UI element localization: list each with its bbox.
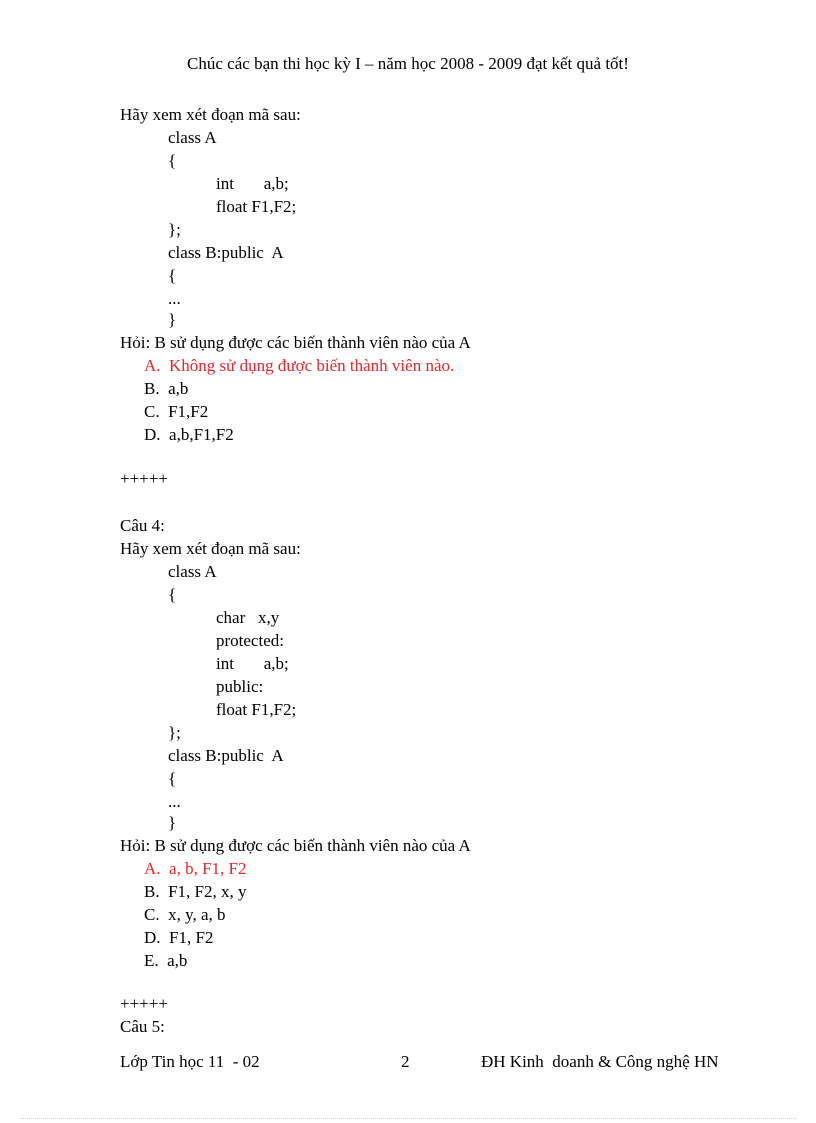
q4-separator: +++++ — [120, 994, 168, 1013]
q3-code-line: }; — [168, 220, 181, 239]
q4-code-line: { — [168, 585, 177, 604]
q4-code-line: public: — [216, 677, 264, 696]
q5-label: Câu 5: — [120, 1017, 165, 1036]
q4-code-line: protected: — [216, 631, 284, 650]
q3-prompt: Hãy xem xét đoạn mã sau: — [120, 105, 301, 124]
q4-code-line: float F1,F2; — [216, 700, 297, 719]
q4-code-line: ... — [168, 792, 181, 811]
q4-code-line: } — [168, 813, 177, 832]
footer-page-number: 2 — [401, 1052, 410, 1071]
footer-university: ĐH Kinh doanh & Công nghệ HN — [481, 1052, 719, 1071]
q4-prompt: Hãy xem xét đoạn mã sau: — [120, 539, 301, 558]
q4-code-line: char x,y — [216, 608, 280, 627]
q3-question: Hỏi: B sử dụng được các biến thành viên nào của A — [120, 333, 471, 352]
q4-option-e: E. a,b — [144, 951, 188, 970]
footer-class-name: Lớp Tin học 11 - 02 — [120, 1052, 260, 1071]
q4-question: Hỏi: B sử dụng được các biến thành viên nào của A — [120, 836, 471, 855]
q4-code-line: }; — [168, 723, 181, 742]
q4-code-line: { — [168, 769, 177, 788]
q3-code-line: int a,b; — [216, 174, 289, 193]
q4-code-line: class B:public A — [168, 746, 284, 765]
q4-option-b: B. F1, F2, x, y — [144, 882, 247, 901]
q4-label: Câu 4: — [120, 516, 165, 535]
q3-separator: +++++ — [120, 469, 168, 488]
q4-option-c: C. x, y, a, b — [144, 905, 226, 924]
q3-code-line: ... — [168, 289, 181, 308]
page-bottom-divider — [20, 1118, 796, 1119]
q3-code-line: class A — [168, 128, 217, 147]
q3-code-line: { — [168, 266, 177, 285]
page-header-title: Chúc các bạn thi học kỳ I – năm học 2008 - 2009 đạt kết quả tốt! — [187, 54, 629, 73]
q3-code-line: { — [168, 151, 177, 170]
q3-code-line: class B:public A — [168, 243, 284, 262]
q4-option-d: D. F1, F2 — [144, 928, 214, 947]
q3-option-a-correct: A. Không sử dụng được biến thành viên nào. — [144, 356, 455, 375]
q3-code-line: float F1,F2; — [216, 197, 297, 216]
q3-option-d: D. a,b,F1,F2 — [144, 425, 234, 444]
q3-code-line: } — [168, 310, 177, 329]
q4-option-a-correct: A. a, b, F1, F2 — [144, 859, 247, 878]
q4-code-line: class A — [168, 562, 217, 581]
q3-option-b: B. a,b — [144, 379, 189, 398]
q4-code-line: int a,b; — [216, 654, 289, 673]
q3-option-c: C. F1,F2 — [144, 402, 209, 421]
